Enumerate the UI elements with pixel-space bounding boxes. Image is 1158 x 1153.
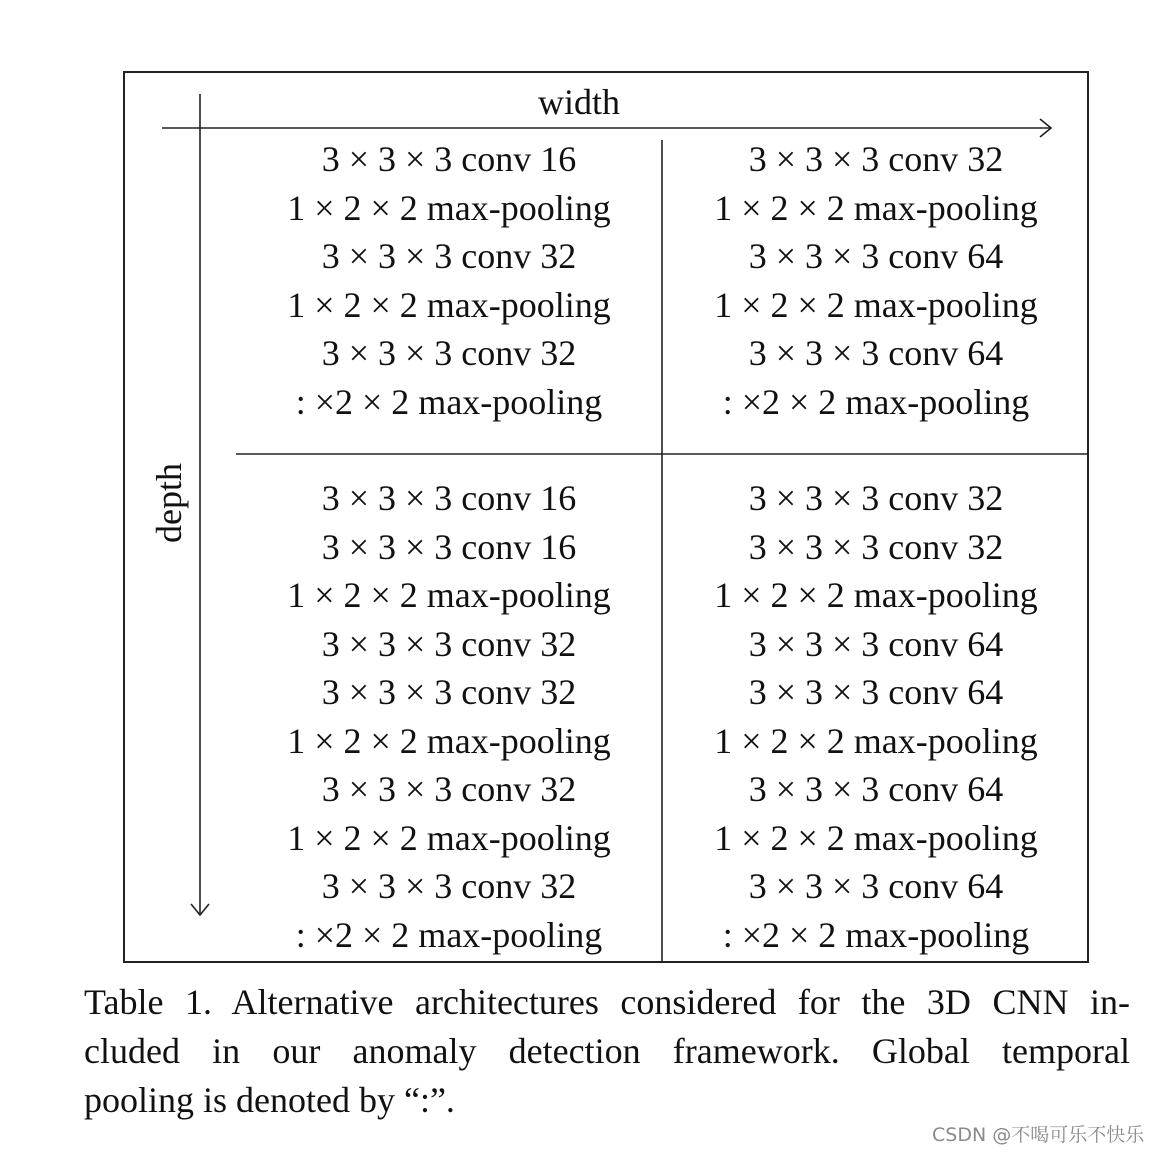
table-caption	[84, 978, 1130, 1125]
layer-entry: 3 × 3 × 3 conv 64	[748, 623, 1004, 664]
depth-axis-label: depth	[149, 463, 189, 543]
layer-entry: 3 × 3 × 3 conv 64	[748, 866, 1004, 906]
layer-entry: : ×2 × 2 max-pooling	[295, 381, 603, 422]
layer-entry: 3 × 3 × 3 conv 32	[321, 672, 577, 712]
layer-entry: 1 × 2 × 2 max-pooling	[287, 720, 611, 761]
layer-entry: 1 × 2 × 2 max-pooling	[287, 284, 611, 325]
caption-line: Table 1. Alternative architectures considered for the 3D CNN in-	[84, 982, 1130, 1022]
layer-entry: 1 × 2 × 2 max-pooling	[287, 817, 611, 858]
layer-entry: 3 × 3 × 3 conv 32	[321, 866, 577, 906]
layer-entry: 1 × 2 × 2 max-pooling	[714, 575, 1038, 615]
layer-entry: 3 × 3 × 3 conv 16	[321, 526, 577, 567]
layer-entry: 1 × 2 × 2 max-pooling	[714, 187, 1038, 228]
caption-line: pooling is denoted by “:”.	[84, 1080, 455, 1120]
cell-top-left	[236, 135, 662, 426]
layer-entry: : ×2 × 2 max-pooling	[722, 381, 1030, 422]
layer-entry: 3 × 3 × 3 conv 64	[748, 236, 1004, 276]
layer-entry: 3 × 3 × 3 conv 32	[748, 526, 1004, 567]
layer-entry: 3 × 3 × 3 conv 16	[321, 139, 577, 179]
layer-entry: 3 × 3 × 3 conv 16	[321, 478, 577, 518]
layer-entry: 1 × 2 × 2 max-pooling	[287, 575, 611, 615]
layer-entry: 3 × 3 × 3 conv 32	[748, 478, 1004, 518]
layer-entry: : ×2 × 2 max-pooling	[295, 914, 603, 955]
layer-entry: 3 × 3 × 3 conv 32	[321, 623, 577, 664]
layer-entry: 3 × 3 × 3 conv 64	[748, 672, 1004, 712]
layer-entry: 3 × 3 × 3 conv 64	[748, 333, 1004, 373]
watermark: CSDN @不喝可乐不快乐	[932, 1124, 1145, 1146]
cell-top-right	[663, 135, 1089, 426]
layer-entry: 1 × 2 × 2 max-pooling	[714, 817, 1038, 858]
layer-entry: : ×2 × 2 max-pooling	[722, 914, 1030, 955]
layer-entry: 1 × 2 × 2 max-pooling	[714, 720, 1038, 761]
layer-entry: 3 × 3 × 3 conv 32	[321, 769, 577, 809]
cell-bottom-left	[236, 474, 662, 959]
width-axis-label: width	[537, 82, 620, 122]
layer-entry: 3 × 3 × 3 conv 32	[321, 236, 577, 276]
layer-entry: 1 × 2 × 2 max-pooling	[287, 187, 611, 228]
cell-bottom-right	[663, 474, 1089, 959]
layer-entry: 3 × 3 × 3 conv 64	[748, 769, 1004, 809]
layer-entry: 3 × 3 × 3 conv 32	[748, 139, 1004, 179]
layer-entry: 1 × 2 × 2 max-pooling	[714, 284, 1038, 325]
layer-entry: 3 × 3 × 3 conv 32	[321, 333, 577, 373]
caption-line: cluded in our anomaly detection framework. Global temporal	[84, 1031, 1130, 1071]
